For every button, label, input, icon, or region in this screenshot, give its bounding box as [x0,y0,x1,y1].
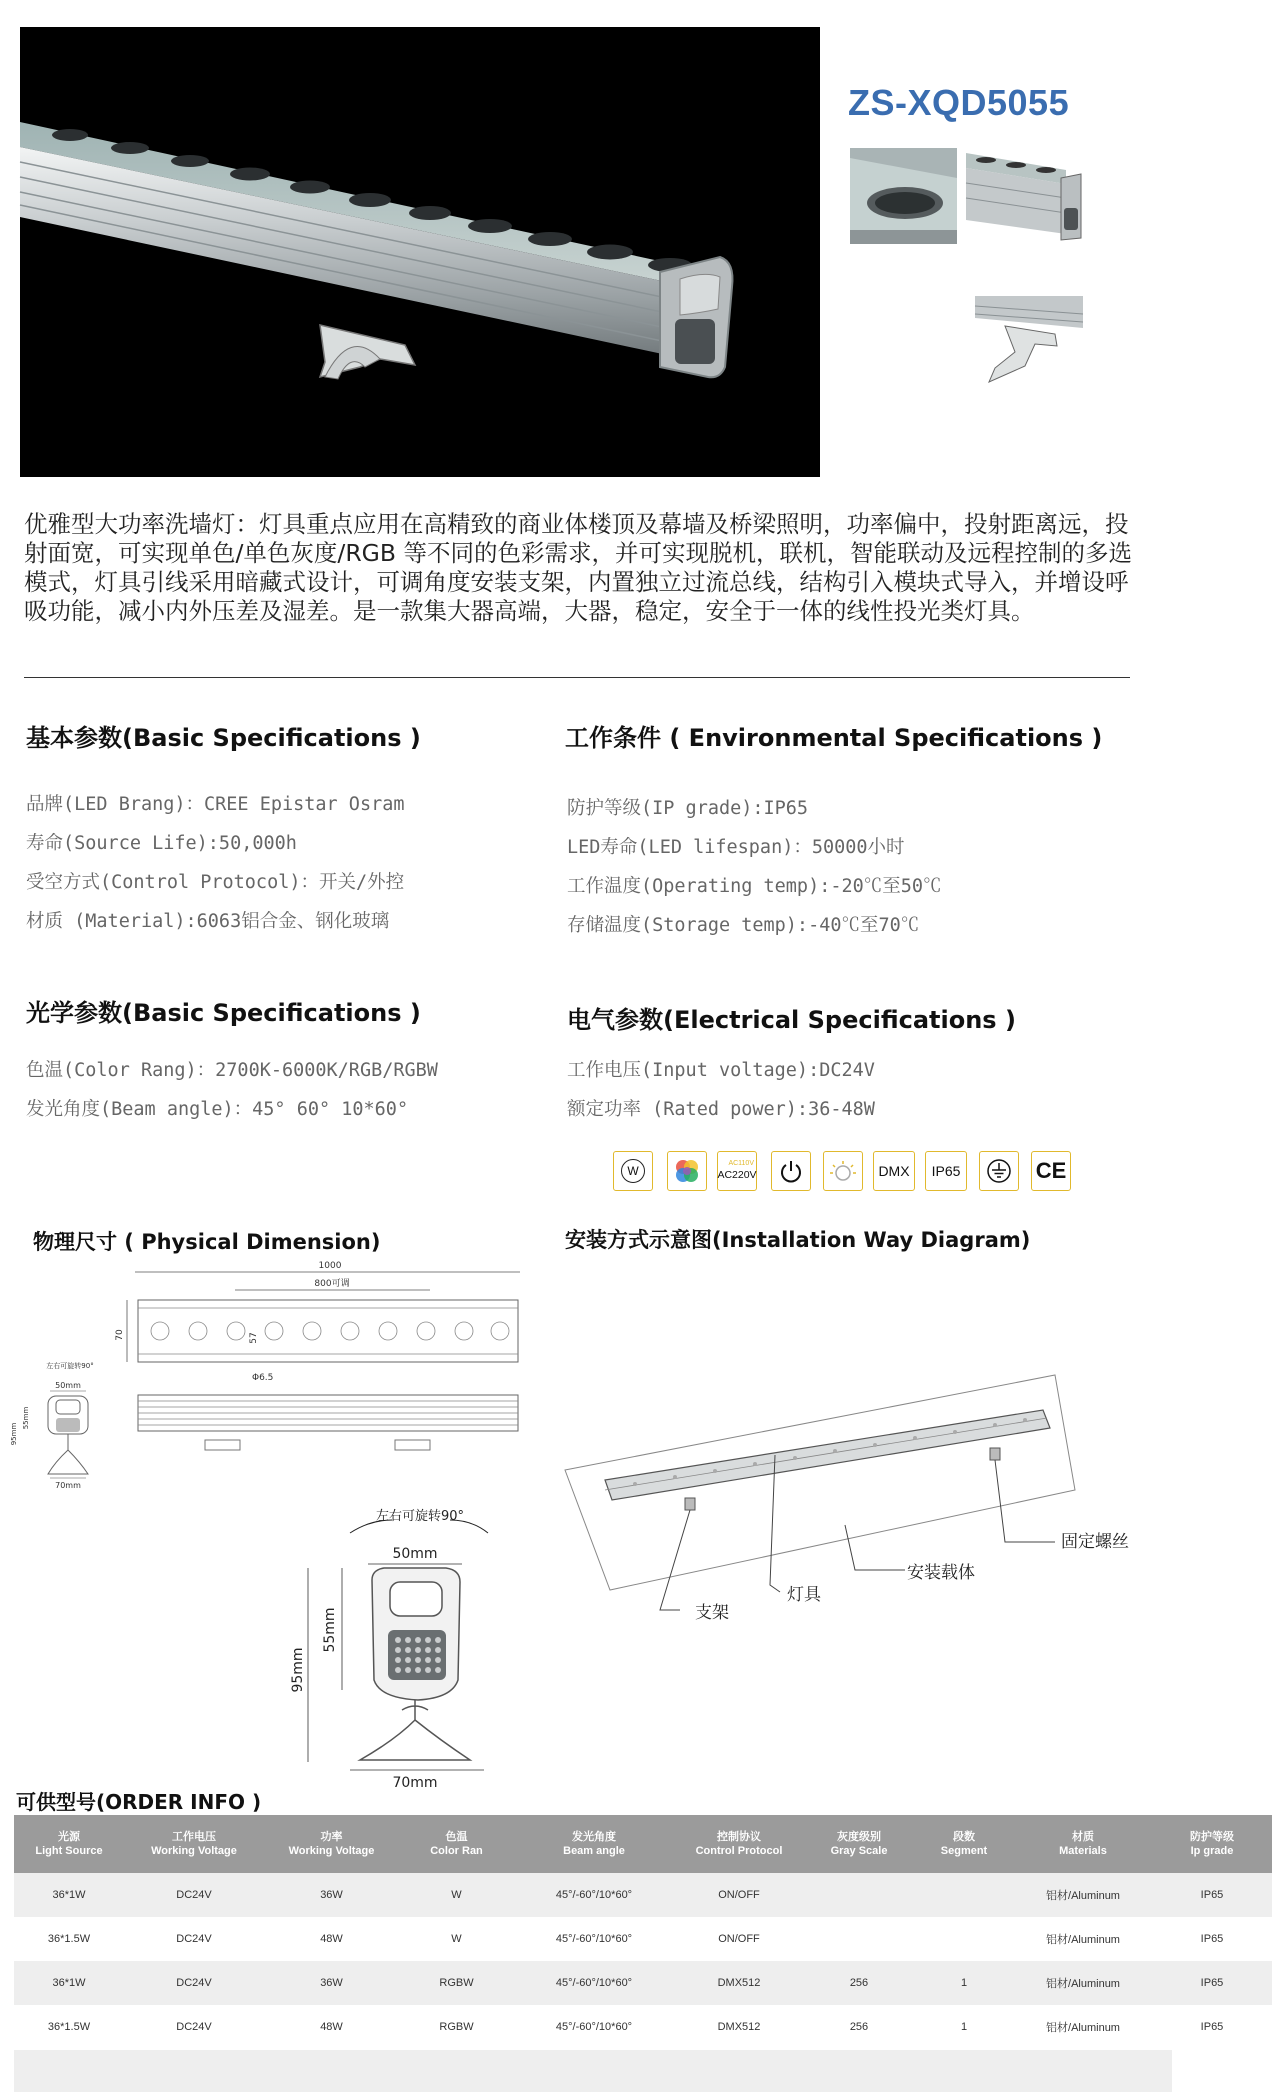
cell: 45°/-60°/10*60° [514,1961,674,2005]
cell: 256 [804,2005,914,2049]
cell: 36W [264,1873,399,1917]
cell: DC24V [124,2005,264,2049]
label-carrier: 安装载体 [907,1563,975,1583]
th-materials: 材质 Materials [1014,1815,1152,1873]
height-95-label: 95mm [290,1647,306,1693]
order-table [14,1815,1272,2049]
cell: W [399,1873,514,1917]
basic-spec-material: 材质 (Material):6063铝合金、钢化玻璃 [26,911,390,932]
hero-product-image [20,27,820,477]
table-row [14,1917,1272,1961]
table-header-row [14,1815,1272,1873]
cell: DMX512 [674,2005,804,2049]
cell: 铝材/Aluminum [1014,1873,1152,1917]
cell: 36*1.5W [14,2005,124,2049]
physical-dimension-title: 物理尺寸 ( Physical Dimension) [33,1230,381,1254]
th-ip-grade: 防护等级 Ip grade [1152,1815,1272,1873]
basic-spec-life: 寿命(Source Life):50,000h [26,833,297,854]
ground-icon [979,1151,1019,1191]
cell: 36*1.5W [14,1917,124,1961]
basic-spec-brand: 品牌(LED Brang)：CREE Epistar Osram [26,794,405,815]
env-spec-operating-temp: 工作温度(Operating temp):-20℃至50℃ [567,876,942,897]
th-beam-angle: 发光角度 Beam angle [514,1815,674,1873]
small-rotate-label: 左右可旋转90° [46,1362,94,1370]
cell: 铝材/Aluminum [1014,2005,1152,2049]
cell: 36*1W [14,1873,124,1917]
installation-diagram-title: 安装方式示意图(Installation Way Diagram) [565,1228,1031,1252]
power-icon [771,1151,811,1191]
white-light-icon [613,1151,653,1191]
th-working-voltage: 工作电压 Working Voltage [124,1815,264,1873]
model-number: ZS-XQD5055 [848,82,1070,123]
cell [914,1873,1014,1917]
dim-57-label: 57 [249,1332,259,1344]
cell: 36*1W [14,1961,124,2005]
thumbnail-lens-detail [850,148,957,244]
ip65-label: IP65 [931,1163,961,1179]
small-95-label: 95mm [10,1422,18,1446]
cell: DC24V [124,1873,264,1917]
rgb-color-icon [667,1151,707,1191]
ac-voltage-icon [717,1151,757,1191]
small-70-label: 70mm [55,1481,81,1490]
cell: 45°/-60°/10*60° [514,2005,674,2049]
physical-dimension-drawing [0,1250,560,1800]
electrical-spec-voltage: 工作电压(Input voltage):DC24V [567,1060,875,1081]
cell: ON/OFF [674,1917,804,1961]
dim-800-label: 800可调 [314,1279,350,1289]
cell: IP65 [1152,1961,1272,2005]
ip65-icon [925,1151,967,1191]
cell: 1 [914,2005,1014,2049]
cell: IP65 [1152,1917,1272,1961]
electrical-specs-title: 电气参数(Electrical Specifications ) [567,1006,1016,1034]
white-light-label: W [621,1159,645,1183]
table-row [14,1873,1272,1917]
th-light-source: 光源 Light Source [14,1815,124,1873]
ce-label: CE [1035,1158,1067,1183]
cell: 45°/-60°/10*60° [514,1873,674,1917]
section-divider [24,677,1130,678]
cell: DMX512 [674,1961,804,2005]
env-spec-ip: 防护等级(IP grade):IP65 [567,798,809,819]
label-lamp: 灯具 [787,1585,821,1605]
electrical-spec-power: 额定功率 (Rated power):36-48W [567,1099,875,1120]
dmx-label: DMX [878,1163,910,1179]
cell: ON/OFF [674,1873,804,1917]
basic-spec-control: 受空方式(Control Protocol)：开关/外控 [26,872,405,893]
table-row [14,2005,1272,2049]
cell [914,1917,1014,1961]
ac220-label: AC220V [717,1169,757,1181]
dim-1000-label: 1000 [318,1261,342,1271]
order-info-title: 可供型号(ORDER INFO ) [16,1790,262,1814]
th-gray-scale: 灰度级别 Gray Scale [804,1815,914,1873]
th-power: 功率 Working Voltage [264,1815,399,1873]
cell: 36W [264,1961,399,2005]
dim-hole-label: Φ6.5 [252,1373,274,1383]
th-control-protocol: 控制协议 Control Protocol [674,1815,804,1873]
cell: DC24V [124,1961,264,2005]
optical-specs-title: 光学参数(Basic Specifications ) [26,999,421,1027]
cell: DC24V [124,1917,264,1961]
ac110-label: AC110V [728,1160,754,1167]
width-50-label: 50mm [392,1546,438,1562]
cell: 1 [914,1961,1014,2005]
cell: 48W [264,1917,399,1961]
rotate-label: 左右可旋转90° [375,1509,465,1524]
env-spec-lifespan: LED寿命(LED lifespan)：50000小时 [567,837,905,858]
th-segment: 段数 Segment [914,1815,1014,1873]
cell [804,1917,914,1961]
cell: 铝材/Aluminum [1014,1961,1152,2005]
dimming-icon [823,1151,863,1191]
cell [804,1873,914,1917]
cell: 45°/-60°/10*60° [514,1917,674,1961]
cell: RGBW [399,1961,514,2005]
cell: IP65 [1152,2005,1272,2049]
label-screw: 固定螺丝 [1061,1532,1129,1552]
cell: IP65 [1152,1873,1272,1917]
thumbnail-endcap-detail [966,148,1084,244]
table-footer-band [14,2050,1172,2092]
cell: 铝材/Aluminum [1014,1917,1152,1961]
environment-specs-title: 工作条件 ( Environmental Specifications ) [565,724,1103,752]
table-row [14,1961,1272,2005]
small-50-label: 50mm [55,1381,81,1390]
small-55-label: 55mm [22,1406,30,1430]
label-bracket: 支架 [695,1603,729,1623]
th-color: 色温 Color Ran [399,1815,514,1873]
cell: 48W [264,2005,399,2049]
ce-icon [1031,1151,1071,1191]
cell: RGBW [399,2005,514,2049]
dmx-icon [873,1151,915,1191]
dim-70-label: 70 [115,1329,125,1341]
wall-washer-render [20,27,820,477]
product-description: 优雅型大功率洗墙灯：灯具重点应用在高精致的商业体楼顶及幕墙及桥梁照明，功率偏中，投射距离远，投射面宽，可实现单色/单色灰度/RGB 等不同的色彩需求，并可实现脱机，联机，智能联动及远程控制的多选模式，灯具引线采用暗藏式设计，可调角度安装支架，内置独立过流总线，结构引入模块式导入，并增设呼吸功能，减小内外压差及湿差。是一款集大器高端，大器，稳定，安全于一体的线性投光类灯具。 [24,510,1132,625]
thumbnail-bracket-detail [975,296,1083,384]
cell: 256 [804,1961,914,2005]
height-55-label: 55mm [322,1607,338,1653]
env-spec-storage-temp: 存储温度(Storage temp):-40℃至70℃ [567,915,920,936]
basic-specs-title: 基本参数(Basic Specifications ) [26,724,421,752]
width-70-label: 70mm [392,1775,438,1791]
cell: W [399,1917,514,1961]
optical-spec-color: 色温(Color Rang)：2700K-6000K/RGB/RGBW [26,1060,438,1081]
optical-spec-beam: 发光角度(Beam angle)：45° 60° 10*60° [26,1099,409,1120]
installation-diagram [555,1360,1185,1640]
